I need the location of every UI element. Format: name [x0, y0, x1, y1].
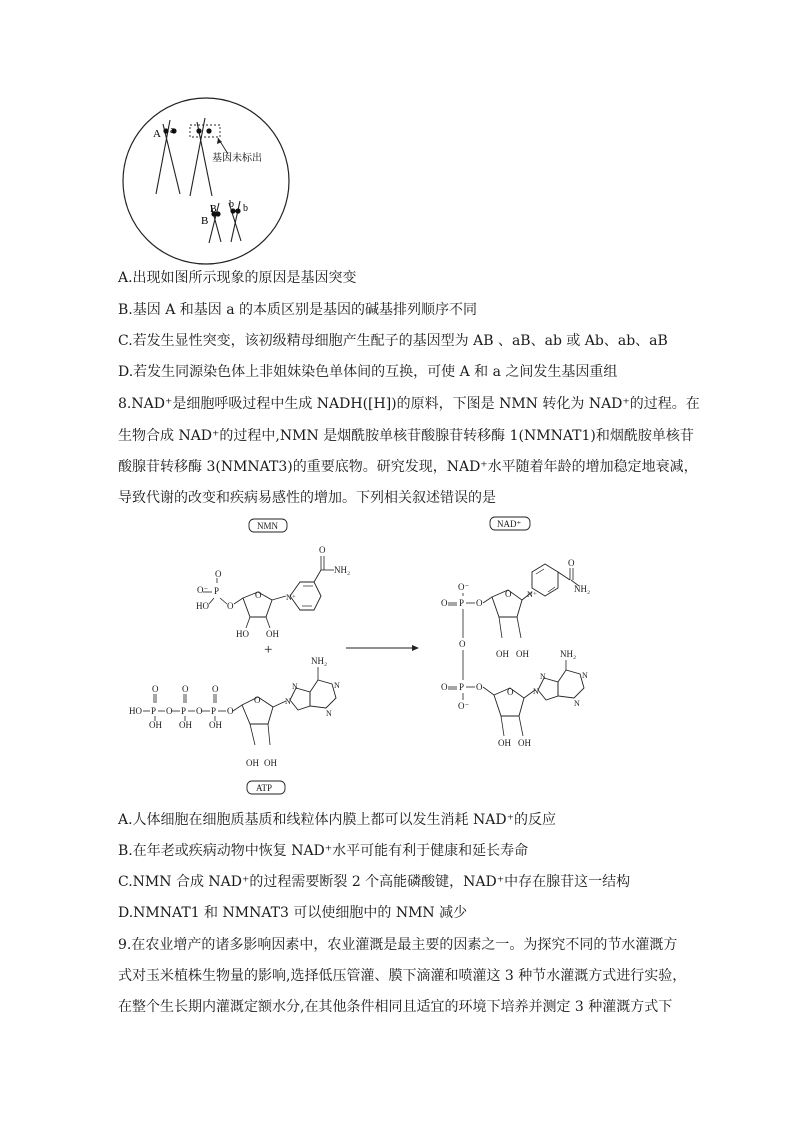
svg-text:OH: OH — [264, 758, 277, 768]
svg-text:OH: OH — [149, 720, 162, 730]
svg-text:HO: HO — [129, 706, 142, 716]
q8-stem-line-1: 8.NAD⁺是细胞呼吸过程中生成 NADH([H])的原料，下图是 NMN 转化为 NAD⁺的过程。在 — [118, 396, 700, 412]
q7-option-a: A.出现如图所示现象的原因是基因突变 — [118, 270, 357, 286]
q8-stem-line-4: 导致代谢的改变和疾病易感性的增加。下列相关叙述错误的是 — [118, 490, 496, 506]
svg-text:N: N — [285, 697, 291, 706]
svg-text:O⁻: O⁻ — [458, 582, 470, 592]
svg-text:N: N — [326, 709, 332, 718]
svg-text:N⁺: N⁺ — [527, 590, 537, 599]
q8-stem-line-3: 酸腺苷转移酶 3(NMNAT3)的重要底物。研究发现，NAD⁺水平随着年龄的增加稳定地衰减， — [118, 459, 698, 475]
svg-text:N: N — [540, 672, 546, 681]
svg-text:O: O — [507, 687, 514, 697]
nad-label: NAD⁺ — [497, 519, 522, 529]
plus-sign: + — [264, 642, 273, 658]
svg-text:O: O — [215, 569, 222, 579]
svg-text:N: N — [292, 682, 298, 691]
svg-text:N⁺: N⁺ — [286, 593, 296, 602]
svg-text:O: O — [505, 589, 512, 599]
svg-text:P: P — [459, 598, 465, 608]
svg-text:N: N — [334, 681, 340, 690]
q7-option-b: B.基因 A 和基因 a 的本质区别是基因的碱基排列顺序不同 — [118, 302, 477, 318]
svg-text:O: O — [227, 601, 234, 611]
svg-text:OH: OH — [498, 738, 511, 748]
svg-text:O: O — [568, 558, 575, 568]
svg-text:OH: OH — [179, 720, 192, 730]
nmn-to-nad-figure — [120, 512, 600, 802]
atp-label: ATP — [256, 783, 273, 793]
q8-option-c: C.NMN 合成 NAD⁺的过程需要断裂 2 个高能磷酸键，NAD⁺中存在腺苷这一结构 — [118, 874, 631, 890]
q9-stem-line-2: 式对玉米植株生物量的影响,选择低压管灌、膜下滴灌和喷灌这 3 种节水灌溉方式进行实验， — [118, 968, 687, 984]
svg-text:O: O — [441, 598, 448, 608]
gene-label-b2: b — [243, 203, 248, 214]
svg-text:N: N — [582, 671, 588, 680]
svg-text:OH: OH — [209, 720, 222, 730]
svg-text:O: O — [441, 682, 448, 692]
callout-text: 基因未标出 — [212, 153, 262, 164]
q9-stem-line-1: 9.在农业增产的诸多影响因素中，农业灌溉是最主要的因素之一。为探究不同的节水灌溉方 — [118, 937, 678, 953]
gene-label-B-left: B — [201, 215, 209, 227]
svg-text:N: N — [533, 687, 539, 696]
svg-text:O: O — [254, 695, 261, 705]
q7-option-c: C.若发生显性突变，该初级精母细胞产生配子的基因型为 AB 、aB、ab 或 Ab、ab、aB — [118, 333, 668, 349]
svg-text:O: O — [152, 684, 159, 694]
svg-text:N: N — [574, 699, 580, 708]
q7-option-d: D.若发生同源染色体上非姐妹染色单体间的互换，可使 A 和 a 之间发生基因重组 — [118, 364, 618, 380]
svg-text:NH₂: NH₂ — [334, 565, 351, 575]
svg-text:OH: OH — [518, 738, 531, 748]
svg-text:OH: OH — [496, 649, 509, 659]
unlabeled-genes-box — [190, 125, 220, 137]
gene-label-b1: b — [229, 199, 234, 210]
svg-text:O: O — [166, 706, 173, 716]
svg-text:P: P — [214, 586, 220, 596]
svg-text:O: O — [182, 684, 189, 694]
svg-text:P: P — [181, 706, 187, 716]
svg-text:NH₂: NH₂ — [574, 584, 591, 594]
svg-text:NH₂: NH₂ — [560, 649, 577, 659]
svg-text:O⁻: O⁻ — [458, 701, 470, 711]
q9-stem-line-3: 在整个生长期内灌溉定额水分,在其他条件相同且适宜的环境下培养并测定 3 种灌溉方式下 — [118, 999, 673, 1015]
svg-text:O: O — [196, 706, 203, 716]
svg-text:OH: OH — [516, 649, 529, 659]
svg-text:O⁻: O⁻ — [197, 585, 209, 595]
chromosome-cell-figure — [118, 96, 298, 266]
svg-text:O: O — [476, 682, 483, 692]
gene-label-B-top: B — [210, 204, 217, 215]
nmn-label: NMN — [257, 521, 279, 531]
svg-text:O: O — [476, 598, 483, 608]
svg-text:O: O — [319, 545, 326, 555]
q8-stem-line-2: 生物合成 NAD⁺的过程中,NMN 是烟酰胺单核苷酸腺苷转移酶 1(NMNAT1)和烟酰胺单核苷 — [118, 428, 694, 444]
svg-text:P: P — [151, 706, 157, 716]
q8-option-a: A.人体细胞在细胞质基质和线粒体内膜上都可以发生消耗 NAD⁺的反应 — [118, 812, 556, 828]
svg-text:HO: HO — [196, 601, 209, 611]
svg-text:HO: HO — [236, 629, 249, 639]
gene-label-a: a — [170, 125, 175, 136]
q8-option-b: B.在年老或疾病动物中恢复 NAD⁺水平可能有利于健康和延长寿命 — [118, 843, 529, 859]
cell-outline — [123, 98, 289, 264]
svg-text:P: P — [211, 706, 217, 716]
gene-label-A: A — [153, 128, 161, 140]
svg-text:OH: OH — [266, 629, 279, 639]
svg-text:NH₂: NH₂ — [311, 656, 328, 666]
svg-text:P: P — [459, 682, 465, 692]
svg-text:O: O — [212, 684, 219, 694]
q8-option-d: D.NMNAT1 和 NMNAT3 可以使细胞中的 NMN 减少 — [118, 905, 468, 921]
svg-text:O: O — [227, 706, 234, 716]
svg-text:O: O — [255, 590, 262, 600]
svg-text:OH: OH — [246, 758, 259, 768]
svg-text:O: O — [459, 639, 466, 649]
